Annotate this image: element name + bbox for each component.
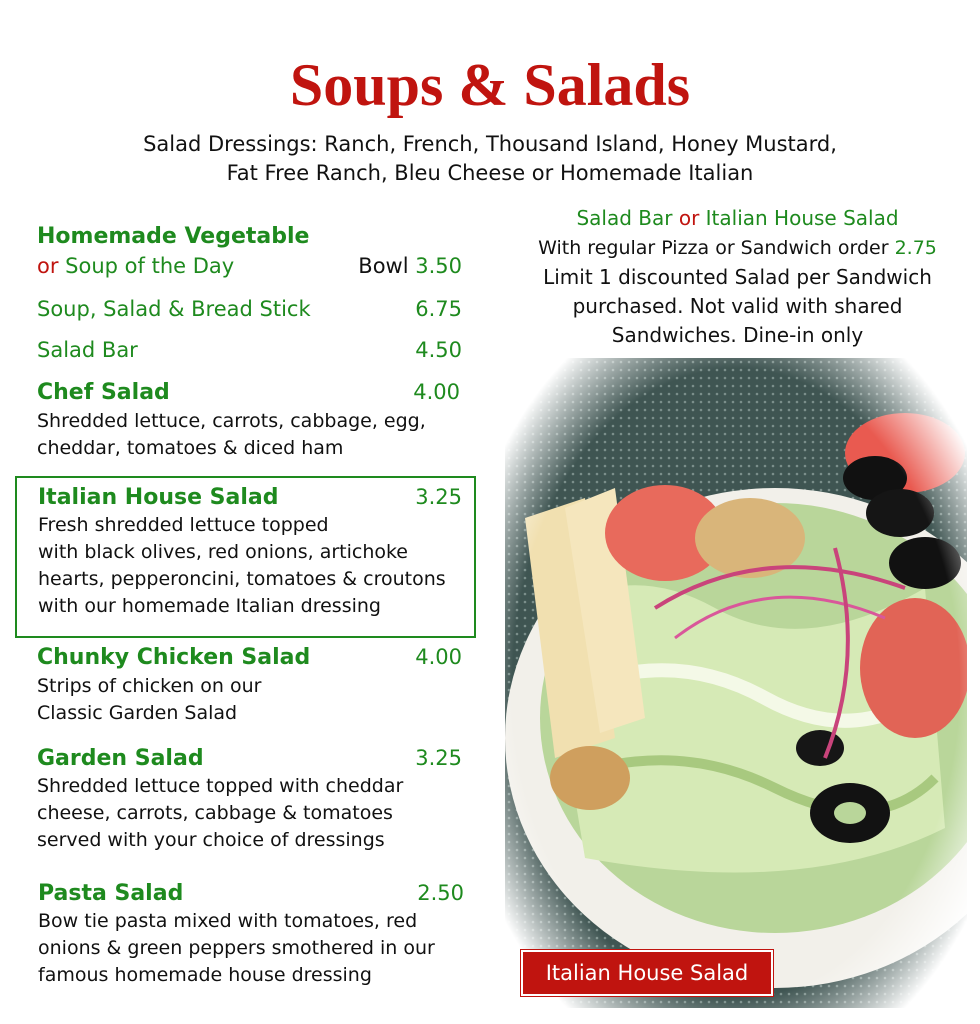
salad-bar-price: 4.50	[415, 338, 462, 362]
soup-alt-line	[37, 254, 234, 278]
menu-item-name: Italian House Salad	[38, 485, 279, 510]
side-offer-note-2: purchased. Not valid with shared	[572, 294, 903, 318]
dressings-line-1: Salad Dressings: Ranch, French, Thousand Island, Honey Mustard,	[143, 132, 837, 156]
menu-item-name: Pasta Salad	[38, 881, 184, 906]
photo-caption: Italian House Salad	[521, 950, 773, 996]
salad-bar-name: Salad Bar	[37, 338, 138, 362]
menu-item-desc: Strips of chicken on our Classic Garden Salad	[37, 675, 262, 724]
dressings-line-2: Fat Free Ranch, Bleu Cheese or Homemade Italian	[226, 161, 754, 185]
soup-price-line	[300, 254, 462, 278]
soup-price: 3.50	[415, 254, 462, 278]
salad-photo	[505, 358, 967, 1008]
menu-item-name: Chunky Chicken Salad	[37, 645, 311, 670]
menu-item-price: 4.00	[413, 380, 460, 404]
page-title: Soups & Salads	[289, 52, 691, 118]
menu-item-name: Chef Salad	[37, 380, 170, 405]
combo-price: 6.75	[415, 297, 462, 321]
menu-item-desc: Shredded lettuce topped with cheddar cheese, carrots, cabbage & tomatoes served with your choice of dressings	[37, 775, 404, 851]
menu-item-price: 3.25	[415, 485, 462, 509]
side-offer-title: Salad Bar or Italian House Salad	[576, 206, 899, 230]
side-offer-with: With regular Pizza or Sandwich order 2.75	[538, 237, 937, 259]
soup-bowl-label: Bowl	[358, 254, 409, 278]
side-offer-note-3: Sandwiches. Dine-in only	[611, 323, 864, 347]
menu-item-desc: Bow tie pasta mixed with tomatoes, red onions & green peppers smothered in our famous homemade house dressing	[38, 910, 435, 986]
menu-item-desc: Fresh shredded lettuce topped with black olives, red onions, artichoke hearts, pepperoncini, tomatoes & croutons with our homemade Italian dressing	[38, 514, 446, 617]
soup-or: or	[37, 254, 59, 278]
menu-item-price: 2.50	[417, 881, 464, 905]
soup-alt: Soup of the Day	[65, 254, 235, 278]
soup-name: Homemade Vegetable	[37, 224, 310, 249]
menu-item-desc: Shredded lettuce, carrots, cabbage, egg, cheddar, tomatoes & diced ham	[37, 410, 426, 459]
menu-item-price: 3.25	[415, 746, 462, 770]
combo-name: Soup, Salad & Bread Stick	[37, 297, 311, 321]
menu-item-name: Garden Salad	[37, 746, 204, 771]
side-offer-note-1: Limit 1 discounted Salad per Sandwich	[543, 265, 932, 289]
menu-item-price: 4.00	[415, 645, 462, 669]
